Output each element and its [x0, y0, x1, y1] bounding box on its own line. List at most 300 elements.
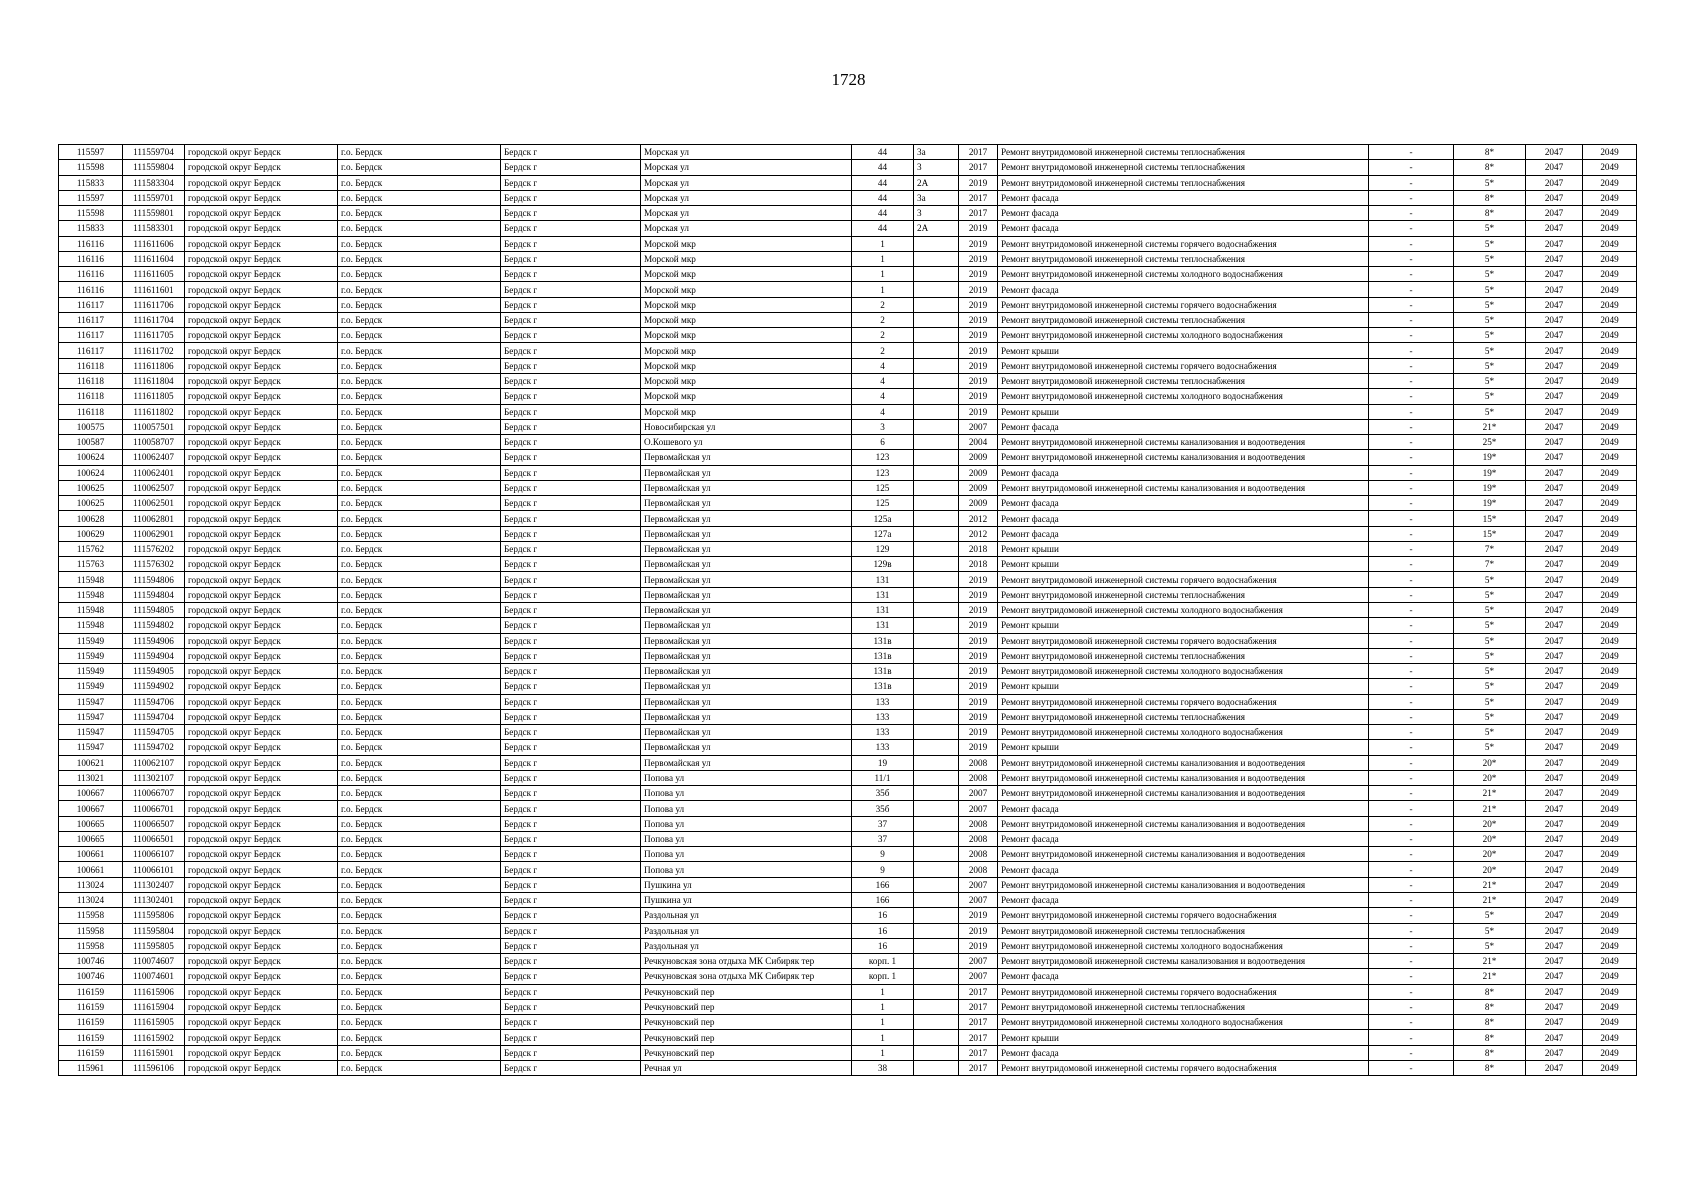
- cell-planned-start: -: [1369, 709, 1454, 724]
- cell-house-number: 125: [852, 480, 914, 495]
- cell-house-id: 100621: [59, 755, 123, 770]
- cell-house-number: 4: [852, 358, 914, 373]
- cell-year: 2012: [959, 511, 998, 526]
- cell-locality: Бердск г: [501, 404, 641, 419]
- cell-settlement: г.о. Бердск: [338, 251, 501, 266]
- cell-locality: Бердск г: [501, 877, 641, 892]
- table-row: [59, 923, 1637, 938]
- cell-end-year: 2049: [1583, 847, 1637, 862]
- cell-house-id: 115763: [59, 557, 123, 572]
- cell-house-id: 116117: [59, 328, 123, 343]
- cell-street: Речкуновская зона отдыха МК Сибиряк тер: [641, 969, 852, 984]
- cell-planned-start: -: [1369, 297, 1454, 312]
- cell-end-year: 2049: [1583, 786, 1637, 801]
- cell-start-year: 2047: [1526, 465, 1583, 480]
- cell-settlement: г.о. Бердск: [338, 572, 501, 587]
- cell-locality: Бердск г: [501, 1060, 641, 1075]
- cell-work-id: 111594704: [123, 709, 185, 724]
- cell-work-type: Ремонт внутридомовой инженерной системы холодного водоснабжения: [998, 664, 1369, 679]
- cell-start-year: 2047: [1526, 664, 1583, 679]
- cell-house-id: 115597: [59, 190, 123, 205]
- cell-locality: Бердск г: [501, 954, 641, 969]
- cell-municipal-district: городской округ Бердск: [185, 175, 338, 190]
- table-row: [59, 480, 1637, 495]
- cell-term: 5*: [1454, 618, 1526, 633]
- cell-house-number: 1: [852, 236, 914, 251]
- cell-work-id: 111611702: [123, 343, 185, 358]
- cell-term: 5*: [1454, 343, 1526, 358]
- cell-planned-start: -: [1369, 496, 1454, 511]
- table-row: [59, 664, 1637, 679]
- cell-work-type: Ремонт крыши: [998, 740, 1369, 755]
- cell-work-id: 111559701: [123, 190, 185, 205]
- cell-street: Первомайская ул: [641, 694, 852, 709]
- cell-locality: Бердск г: [501, 297, 641, 312]
- table-row: [59, 190, 1637, 205]
- cell-house-number: 37: [852, 831, 914, 846]
- cell-year: 2019: [959, 343, 998, 358]
- cell-locality: Бердск г: [501, 541, 641, 556]
- cell-street: Морской мкр: [641, 328, 852, 343]
- cell-building: [914, 373, 959, 388]
- cell-start-year: 2047: [1526, 297, 1583, 312]
- cell-building: [914, 267, 959, 282]
- cell-house-number: 129в: [852, 557, 914, 572]
- cell-end-year: 2049: [1583, 404, 1637, 419]
- cell-start-year: 2047: [1526, 557, 1583, 572]
- cell-settlement: г.о. Бердск: [338, 557, 501, 572]
- cell-year: 2008: [959, 755, 998, 770]
- cell-term: 5*: [1454, 908, 1526, 923]
- cell-house-id: 115598: [59, 206, 123, 221]
- cell-building: [914, 587, 959, 602]
- cell-house-number: 166: [852, 893, 914, 908]
- cell-locality: Бердск г: [501, 1045, 641, 1060]
- cell-start-year: 2047: [1526, 236, 1583, 251]
- cell-start-year: 2047: [1526, 1060, 1583, 1075]
- cell-settlement: г.о. Бердск: [338, 465, 501, 480]
- cell-locality: Бердск г: [501, 755, 641, 770]
- cell-building: 3а: [914, 190, 959, 205]
- table-row: [59, 755, 1637, 770]
- cell-house-number: 131: [852, 587, 914, 602]
- cell-locality: Бердск г: [501, 175, 641, 190]
- table-row: [59, 984, 1637, 999]
- cell-end-year: 2049: [1583, 389, 1637, 404]
- cell-year: 2017: [959, 145, 998, 160]
- cell-settlement: г.о. Бердск: [338, 480, 501, 495]
- cell-building: [914, 343, 959, 358]
- cell-work-type: Ремонт крыши: [998, 343, 1369, 358]
- cell-municipal-district: городской округ Бердск: [185, 297, 338, 312]
- cell-term: 8*: [1454, 160, 1526, 175]
- cell-year: 2019: [959, 404, 998, 419]
- cell-house-id: 116118: [59, 373, 123, 388]
- cell-start-year: 2047: [1526, 755, 1583, 770]
- cell-house-id: 100587: [59, 435, 123, 450]
- cell-house-number: 2: [852, 343, 914, 358]
- cell-settlement: г.о. Бердск: [338, 297, 501, 312]
- cell-start-year: 2047: [1526, 1015, 1583, 1030]
- cell-end-year: 2049: [1583, 343, 1637, 358]
- cell-work-type: Ремонт внутридомовой инженерной системы горячего водоснабжения: [998, 908, 1369, 923]
- cell-planned-start: -: [1369, 175, 1454, 190]
- cell-municipal-district: городской округ Бердск: [185, 786, 338, 801]
- cell-year: 2019: [959, 236, 998, 251]
- cell-settlement: г.о. Бердск: [338, 633, 501, 648]
- table-row: [59, 954, 1637, 969]
- cell-start-year: 2047: [1526, 831, 1583, 846]
- cell-house-number: 44: [852, 221, 914, 236]
- cell-work-id: 111611806: [123, 358, 185, 373]
- cell-municipal-district: городской округ Бердск: [185, 831, 338, 846]
- cell-planned-start: -: [1369, 358, 1454, 373]
- cell-end-year: 2049: [1583, 312, 1637, 327]
- cell-house-number: 166: [852, 877, 914, 892]
- cell-street: Морская ул: [641, 206, 852, 221]
- cell-street: Морская ул: [641, 221, 852, 236]
- cell-building: [914, 282, 959, 297]
- cell-locality: Бердск г: [501, 908, 641, 923]
- cell-work-id: 111596106: [123, 1060, 185, 1075]
- cell-planned-start: -: [1369, 312, 1454, 327]
- cell-settlement: г.о. Бердск: [338, 419, 501, 434]
- table-row: [59, 770, 1637, 785]
- cell-settlement: г.о. Бердск: [338, 969, 501, 984]
- cell-start-year: 2047: [1526, 435, 1583, 450]
- cell-house-number: 127а: [852, 526, 914, 541]
- cell-street: Раздольная ул: [641, 938, 852, 953]
- cell-year: 2009: [959, 496, 998, 511]
- cell-start-year: 2047: [1526, 648, 1583, 663]
- cell-work-id: 111615902: [123, 1030, 185, 1045]
- cell-year: 2017: [959, 1030, 998, 1045]
- cell-planned-start: -: [1369, 251, 1454, 266]
- cell-work-id: 110066101: [123, 862, 185, 877]
- table-row: [59, 740, 1637, 755]
- table-row: [59, 160, 1637, 175]
- cell-term: 8*: [1454, 145, 1526, 160]
- cell-locality: Бердск г: [501, 328, 641, 343]
- cell-end-year: 2049: [1583, 770, 1637, 785]
- cell-locality: Бердск г: [501, 572, 641, 587]
- cell-work-type: Ремонт внутридомовой инженерной системы теплоснабжения: [998, 175, 1369, 190]
- table-row: [59, 511, 1637, 526]
- cell-street: Морской мкр: [641, 373, 852, 388]
- cell-building: [914, 801, 959, 816]
- cell-year: 2008: [959, 770, 998, 785]
- cell-start-year: 2047: [1526, 221, 1583, 236]
- cell-building: [914, 954, 959, 969]
- cell-street: Пушкина ул: [641, 877, 852, 892]
- cell-work-type: Ремонт внутридомовой инженерной системы теплоснабжения: [998, 312, 1369, 327]
- cell-year: 2019: [959, 679, 998, 694]
- cell-building: [914, 236, 959, 251]
- cell-building: [914, 251, 959, 266]
- table-row: [59, 450, 1637, 465]
- cell-year: 2019: [959, 267, 998, 282]
- cell-end-year: 2049: [1583, 831, 1637, 846]
- cell-locality: Бердск г: [501, 709, 641, 724]
- cell-term: 15*: [1454, 511, 1526, 526]
- table-row: [59, 877, 1637, 892]
- cell-work-id: 110066501: [123, 831, 185, 846]
- cell-municipal-district: городской округ Бердск: [185, 847, 338, 862]
- cell-house-number: 1: [852, 282, 914, 297]
- cell-work-type: Ремонт фасада: [998, 969, 1369, 984]
- cell-locality: Бердск г: [501, 679, 641, 694]
- cell-house-id: 100575: [59, 419, 123, 434]
- cell-settlement: г.о. Бердск: [338, 190, 501, 205]
- cell-house-id: 115762: [59, 541, 123, 556]
- cell-street: Новосибирская ул: [641, 419, 852, 434]
- cell-start-year: 2047: [1526, 908, 1583, 923]
- cell-house-id: 115947: [59, 694, 123, 709]
- cell-house-id: 115833: [59, 175, 123, 190]
- cell-work-id: 111595805: [123, 938, 185, 953]
- cell-start-year: 2047: [1526, 1030, 1583, 1045]
- cell-settlement: г.о. Бердск: [338, 740, 501, 755]
- cell-street: Речная ул: [641, 1060, 852, 1075]
- cell-street: Речкуновский пер: [641, 1015, 852, 1030]
- cell-settlement: г.о. Бердск: [338, 877, 501, 892]
- cell-end-year: 2049: [1583, 236, 1637, 251]
- cell-municipal-district: городской округ Бердск: [185, 999, 338, 1014]
- cell-work-type: Ремонт фасада: [998, 465, 1369, 480]
- cell-municipal-district: городской округ Бердск: [185, 1045, 338, 1060]
- cell-year: 2017: [959, 1045, 998, 1060]
- cell-term: 5*: [1454, 694, 1526, 709]
- cell-start-year: 2047: [1526, 694, 1583, 709]
- cell-work-type: Ремонт внутридомовой инженерной системы теплоснабжения: [998, 709, 1369, 724]
- cell-start-year: 2047: [1526, 999, 1583, 1014]
- cell-street: Морская ул: [641, 175, 852, 190]
- cell-planned-start: -: [1369, 404, 1454, 419]
- cell-term: 5*: [1454, 175, 1526, 190]
- cell-municipal-district: городской округ Бердск: [185, 496, 338, 511]
- cell-work-type: Ремонт внутридомовой инженерной системы холодного водоснабжения: [998, 725, 1369, 740]
- cell-municipal-district: городской округ Бердск: [185, 526, 338, 541]
- cell-end-year: 2049: [1583, 877, 1637, 892]
- cell-locality: Бердск г: [501, 267, 641, 282]
- cell-municipal-district: городской округ Бердск: [185, 328, 338, 343]
- cell-municipal-district: городской округ Бердск: [185, 1030, 338, 1045]
- cell-street: Морской мкр: [641, 358, 852, 373]
- cell-year: 2019: [959, 725, 998, 740]
- cell-start-year: 2047: [1526, 847, 1583, 862]
- cell-building: [914, 755, 959, 770]
- cell-work-id: 111611705: [123, 328, 185, 343]
- cell-house-number: 1: [852, 999, 914, 1014]
- cell-end-year: 2049: [1583, 1015, 1637, 1030]
- cell-start-year: 2047: [1526, 175, 1583, 190]
- table-row: [59, 1030, 1637, 1045]
- cell-house-id: 100625: [59, 496, 123, 511]
- cell-settlement: г.о. Бердск: [338, 893, 501, 908]
- cell-house-number: 16: [852, 923, 914, 938]
- cell-planned-start: -: [1369, 160, 1454, 175]
- cell-work-id: 111594806: [123, 572, 185, 587]
- cell-planned-start: -: [1369, 877, 1454, 892]
- cell-term: 8*: [1454, 206, 1526, 221]
- cell-work-type: Ремонт фасада: [998, 206, 1369, 221]
- cell-street: Речкуновская зона отдыха МК Сибиряк тер: [641, 954, 852, 969]
- table-row: [59, 618, 1637, 633]
- cell-house-number: 131: [852, 618, 914, 633]
- cell-settlement: г.о. Бердск: [338, 770, 501, 785]
- cell-building: [914, 1015, 959, 1030]
- cell-house-number: 131в: [852, 648, 914, 663]
- table-row: [59, 282, 1637, 297]
- cell-house-number: 1: [852, 984, 914, 999]
- cell-house-number: 2: [852, 297, 914, 312]
- cell-year: 2007: [959, 801, 998, 816]
- cell-building: [914, 297, 959, 312]
- table-row: [59, 587, 1637, 602]
- cell-work-type: Ремонт крыши: [998, 541, 1369, 556]
- cell-settlement: г.о. Бердск: [338, 847, 501, 862]
- cell-municipal-district: городской округ Бердск: [185, 725, 338, 740]
- cell-building: 2А: [914, 175, 959, 190]
- cell-start-year: 2047: [1526, 984, 1583, 999]
- cell-end-year: 2049: [1583, 175, 1637, 190]
- cell-work-type: Ремонт внутридомовой инженерной системы теплоснабжения: [998, 587, 1369, 602]
- cell-work-id: 110066707: [123, 786, 185, 801]
- cell-house-number: 131в: [852, 633, 914, 648]
- cell-settlement: г.о. Бердск: [338, 404, 501, 419]
- cell-planned-start: -: [1369, 664, 1454, 679]
- cell-year: 2007: [959, 786, 998, 801]
- cell-year: 2019: [959, 648, 998, 663]
- cell-building: [914, 923, 959, 938]
- cell-planned-start: -: [1369, 618, 1454, 633]
- cell-house-id: 100661: [59, 862, 123, 877]
- cell-municipal-district: городской округ Бердск: [185, 358, 338, 373]
- cell-street: Первомайская ул: [641, 541, 852, 556]
- cell-end-year: 2049: [1583, 602, 1637, 617]
- cell-planned-start: -: [1369, 450, 1454, 465]
- cell-house-number: 1: [852, 1015, 914, 1030]
- cell-year: 2019: [959, 602, 998, 617]
- cell-municipal-district: городской округ Бердск: [185, 908, 338, 923]
- cell-municipal-district: городской округ Бердск: [185, 801, 338, 816]
- cell-year: 2019: [959, 389, 998, 404]
- cell-start-year: 2047: [1526, 419, 1583, 434]
- cell-house-id: 115949: [59, 679, 123, 694]
- cell-year: 2019: [959, 572, 998, 587]
- cell-work-type: Ремонт внутридомовой инженерной системы горячего водоснабжения: [998, 358, 1369, 373]
- cell-end-year: 2049: [1583, 755, 1637, 770]
- cell-municipal-district: городской округ Бердск: [185, 618, 338, 633]
- table-row: [59, 725, 1637, 740]
- cell-end-year: 2049: [1583, 145, 1637, 160]
- cell-settlement: г.о. Бердск: [338, 923, 501, 938]
- cell-term: 5*: [1454, 679, 1526, 694]
- cell-locality: Бердск г: [501, 816, 641, 831]
- cell-municipal-district: городской округ Бердск: [185, 282, 338, 297]
- cell-year: 2019: [959, 297, 998, 312]
- cell-settlement: г.о. Бердск: [338, 1015, 501, 1030]
- table-row: [59, 893, 1637, 908]
- cell-start-year: 2047: [1526, 816, 1583, 831]
- cell-work-type: Ремонт внутридомовой инженерной системы горячего водоснабжения: [998, 572, 1369, 587]
- cell-settlement: г.о. Бердск: [338, 312, 501, 327]
- cell-municipal-district: городской округ Бердск: [185, 954, 338, 969]
- cell-end-year: 2049: [1583, 435, 1637, 450]
- cell-year: 2019: [959, 664, 998, 679]
- cell-locality: Бердск г: [501, 1015, 641, 1030]
- cell-settlement: г.о. Бердск: [338, 206, 501, 221]
- cell-settlement: г.о. Бердск: [338, 664, 501, 679]
- cell-term: 5*: [1454, 282, 1526, 297]
- cell-term: 5*: [1454, 297, 1526, 312]
- cell-work-type: Ремонт внутридомовой инженерной системы теплоснабжения: [998, 160, 1369, 175]
- cell-work-type: Ремонт крыши: [998, 404, 1369, 419]
- cell-year: 2012: [959, 526, 998, 541]
- cell-municipal-district: городской округ Бердск: [185, 206, 338, 221]
- cell-end-year: 2049: [1583, 190, 1637, 205]
- cell-building: [914, 893, 959, 908]
- cell-year: 2007: [959, 419, 998, 434]
- cell-house-number: 11/1: [852, 770, 914, 785]
- cell-end-year: 2049: [1583, 740, 1637, 755]
- cell-locality: Бердск г: [501, 648, 641, 663]
- table-row: [59, 435, 1637, 450]
- cell-work-type: Ремонт внутридомовой инженерной системы горячего водоснабжения: [998, 984, 1369, 999]
- cell-building: [914, 526, 959, 541]
- cell-work-type: Ремонт фасада: [998, 893, 1369, 908]
- cell-planned-start: -: [1369, 633, 1454, 648]
- cell-house-number: 9: [852, 847, 914, 862]
- table-row: [59, 999, 1637, 1014]
- cell-building: [914, 679, 959, 694]
- table-row: [59, 221, 1637, 236]
- table-row: [59, 633, 1637, 648]
- cell-street: Попова ул: [641, 786, 852, 801]
- cell-street: Первомайская ул: [641, 526, 852, 541]
- cell-house-number: 2: [852, 312, 914, 327]
- cell-end-year: 2049: [1583, 893, 1637, 908]
- cell-start-year: 2047: [1526, 725, 1583, 740]
- cell-locality: Бердск г: [501, 725, 641, 740]
- cell-work-type: Ремонт фасада: [998, 862, 1369, 877]
- cell-house-id: 100624: [59, 450, 123, 465]
- cell-building: [914, 1060, 959, 1075]
- cell-building: [914, 648, 959, 663]
- cell-house-id: 100665: [59, 831, 123, 846]
- cell-work-id: 111611601: [123, 282, 185, 297]
- cell-end-year: 2049: [1583, 419, 1637, 434]
- cell-year: 2019: [959, 587, 998, 602]
- cell-locality: Бердск г: [501, 282, 641, 297]
- cell-work-type: Ремонт внутридомовой инженерной системы горячего водоснабжения: [998, 633, 1369, 648]
- cell-house-number: 4: [852, 373, 914, 388]
- cell-municipal-district: городской округ Бердск: [185, 404, 338, 419]
- cell-term: 5*: [1454, 633, 1526, 648]
- table-row: [59, 496, 1637, 511]
- cell-building: [914, 419, 959, 434]
- cell-municipal-district: городской округ Бердск: [185, 450, 338, 465]
- cell-start-year: 2047: [1526, 358, 1583, 373]
- cell-end-year: 2049: [1583, 923, 1637, 938]
- cell-house-number: 16: [852, 908, 914, 923]
- cell-locality: Бердск г: [501, 221, 641, 236]
- cell-building: [914, 389, 959, 404]
- cell-municipal-district: городской округ Бердск: [185, 770, 338, 785]
- cell-street: Первомайская ул: [641, 511, 852, 526]
- cell-planned-start: -: [1369, 740, 1454, 755]
- cell-building: [914, 770, 959, 785]
